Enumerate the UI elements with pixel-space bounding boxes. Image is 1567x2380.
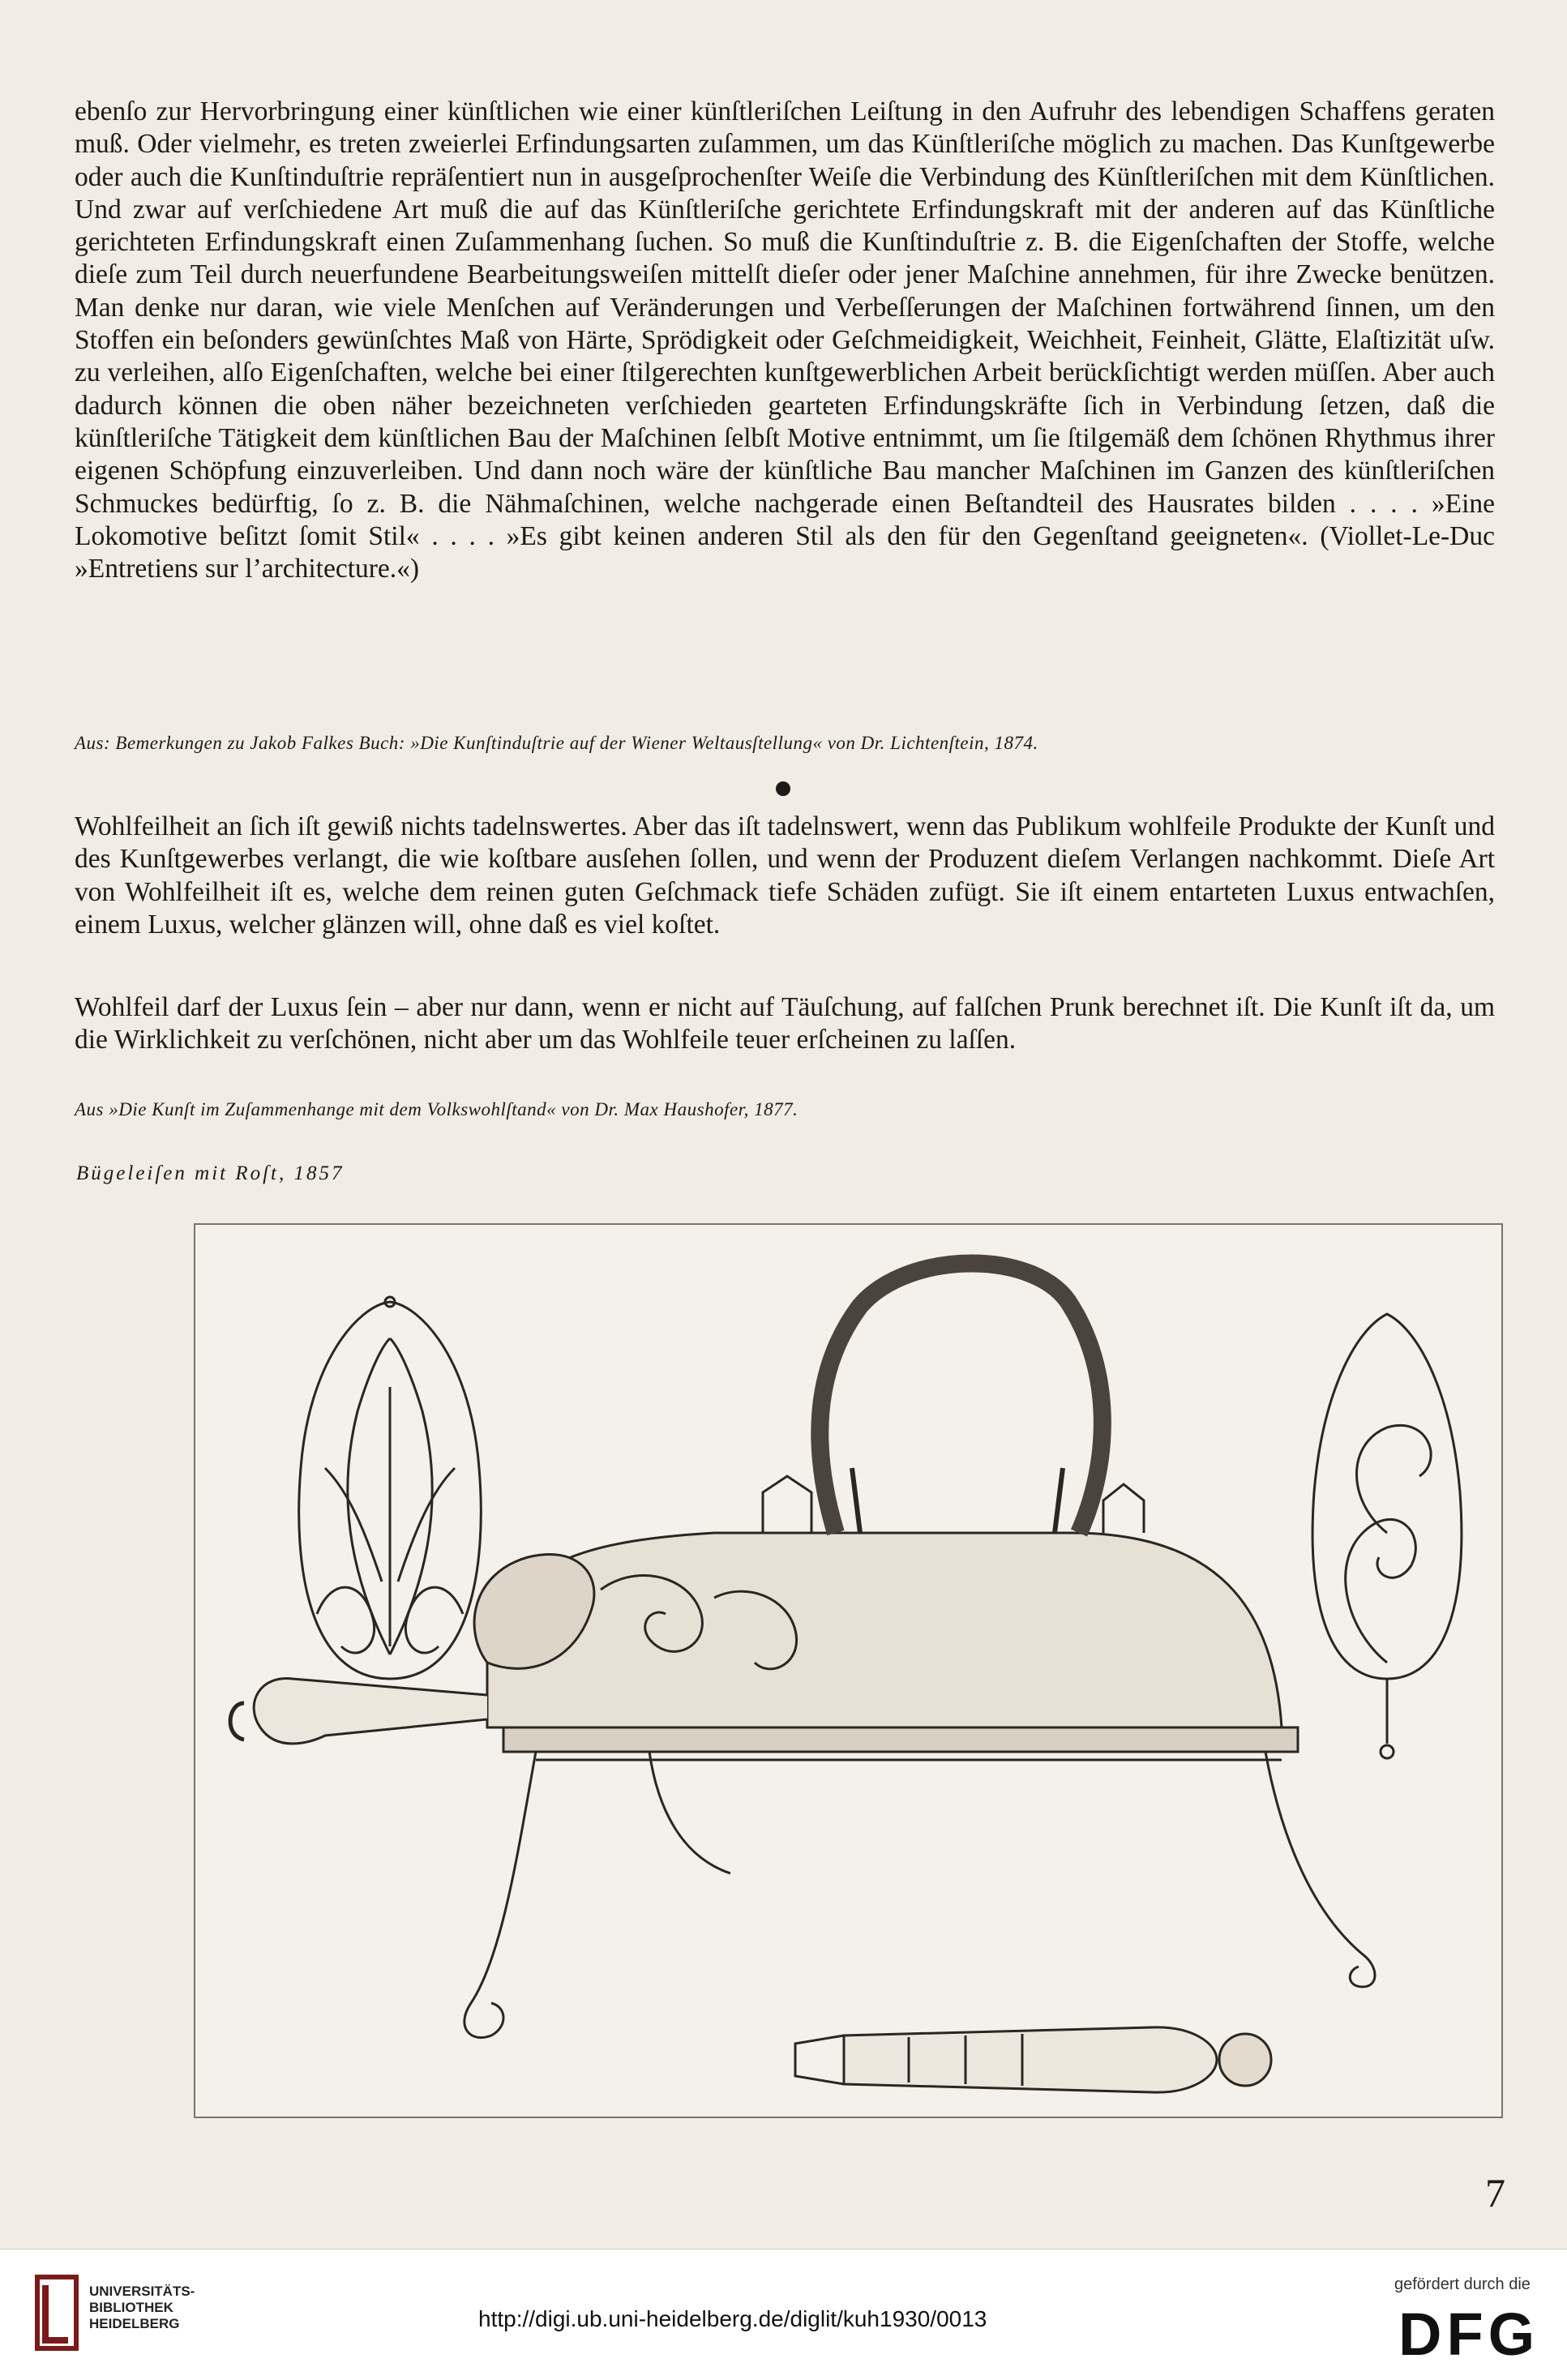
university-library-logo-icon xyxy=(34,2274,79,2352)
source-citation-2: Aus »Die Kunſt im Zuſammenhange mit dem Volkswohlſtand« von Dr. Max Haushofer, 1877. xyxy=(75,1099,798,1119)
institution-line-2: BIBLIOTHEK xyxy=(89,2300,173,2315)
dfg-logo: DFG xyxy=(1398,2301,1540,2368)
institution-name xyxy=(89,2284,195,2332)
source-citation-1: Aus: Bemerkungen zu Jakob Falkes Buch: »Die Kunſtinduſtrie auf der Wiener Weltausſtellung« von Dr. Lichtenſtein, 1874. xyxy=(75,733,1038,753)
left-trivet-ornament xyxy=(299,1297,482,1679)
figure-caption: Bügeleiſen mit Roſt, 1857 xyxy=(76,1162,345,1184)
body-paragraph-1: ebenſo zur Hervorbringung einer künſtlichen wie einer künſtleriſchen Leiſtung in den Aufruhr des lebendigen Schaffens geraten muß. Oder vielmehr, es treten zweierlei Erfindungsarten zuſammen, um das Künſtleriſche möglich zu machen. Das Kunſtgewerbe oder auch die Kunſtinduſtrie repräſentiert nun in ausgeſprochenſter Weiſe die Verbindung des Künſtleriſchen mit dem Künſtlichen. Und zwar auf verſchiedene Art muß die auf das Künſtleriſche gerichtete Erfindungskraft mit der anderen auf das Künſtliche gerichteten Erfindungskraft einen Zuſammenhang ſuchen. So muß die Kunſtinduſtrie z. B. die Eigenſchaften der Stoffe, welche dieſe zum Teil durch neuerfundene Bearbeitungsweiſen mittelſt dieſer oder jener Maſchine annehmen, für ihre Zwecke benützen. Man denke nur daran, wie viele Menſchen auf Veränderungen und Verbeſſerungen der Maſchinen fortwährend ſinnen, um den Stoffen ein beſonders gewünſchtes Maß von Härte, Sprödigkeit oder Geſchmeidigkeit, Weichheit, Feinheit, Glätte, Elaſtizität uſw. zu verleihen, alſo Eigenſchaften, welche bei einer ſtilgerechten kunſtgewerblichen Arbeit berückſichtigt werden müſſen. Aber auch dadurch können die oben näher bezeichneten verſchieden gearteten Erfindungskräfte ſich in Verbindung ſetzen, daß die künſtleriſche Tätigkeit dem künſtlichen Bau der Maſchinen ſelbſt Motive entnimmt, um ſie ſtilgemäß dem ſchönen Rhythmus ihrer eigenen Schöpfung einzuverleiben. Und dann noch wäre der künſtliche Bau mancher Maſchinen im Ganzen des künſtleriſchen Schmuckes bedürftig, ſo z. B. die Nähmaſchinen, welche nachgerade einen Beſtandteil des Hausrates bilden . . . . »Eine Lokomotive beſitzt ſomit Stil« . . . . »Es gibt keinen anderen Stil als den für den Gegenſtand geeigneten«. (Viollet-Le-Duc »Entretiens sur l’architecture.«) xyxy=(75,96,1495,584)
section-divider-bullet xyxy=(776,781,790,796)
body-paragraph-3: Wohlfeil darf der Luxus ſein – aber nur dann, wenn er nicht auf Täuſchung, auf falſchen Prunk berechnet iſt. Die Kunſt iſt da, um die Wirklichkeit zu verſchönen, nicht aber um das Wohlfeile teuer erſcheinen zu laſſen. xyxy=(75,992,1495,1055)
institution-line-1: UNIVERSITÄTS- xyxy=(89,2284,195,2299)
iron-illustration xyxy=(194,1223,1503,2118)
permalink-url[interactable]: http://digi.ub.uni-heidelberg.de/diglit/kuh1930/0013 xyxy=(478,2306,987,2331)
iron-body xyxy=(230,1264,1375,2038)
body-paragraph-2: Wohlfeilheit an ſich iſt gewiß nichts tadelnswertes. Aber das iſt tadelnswert, wenn das Publikum wohlfeile Produkte der Kunſt und des Kunſtgewerbes verlangt, die wie koſtbare ausſehen ſollen, und wenn der Produzent dieſem Verlangen nachkommt. Dieſe Art von Wohlfeilheit iſt es, welche dem reinen guten Geſchmack tiefe Schäden zufügt. Sie iſt einem entarteten Luxus entwachſen, einem Luxus, welcher glänzen will, ohne daß es viel koſtet. xyxy=(75,811,1495,940)
institution-line-3: HEIDELBERG xyxy=(89,2316,180,2331)
library-footer xyxy=(0,2249,1567,2380)
right-trivet-ornament xyxy=(1312,1314,1462,1758)
page-number: 7 xyxy=(1485,2170,1505,2215)
funded-by-label: gefördert durch die xyxy=(1394,2275,1531,2293)
iron-engraving xyxy=(195,1225,1501,2117)
detached-handle-rod xyxy=(795,2027,1271,2092)
